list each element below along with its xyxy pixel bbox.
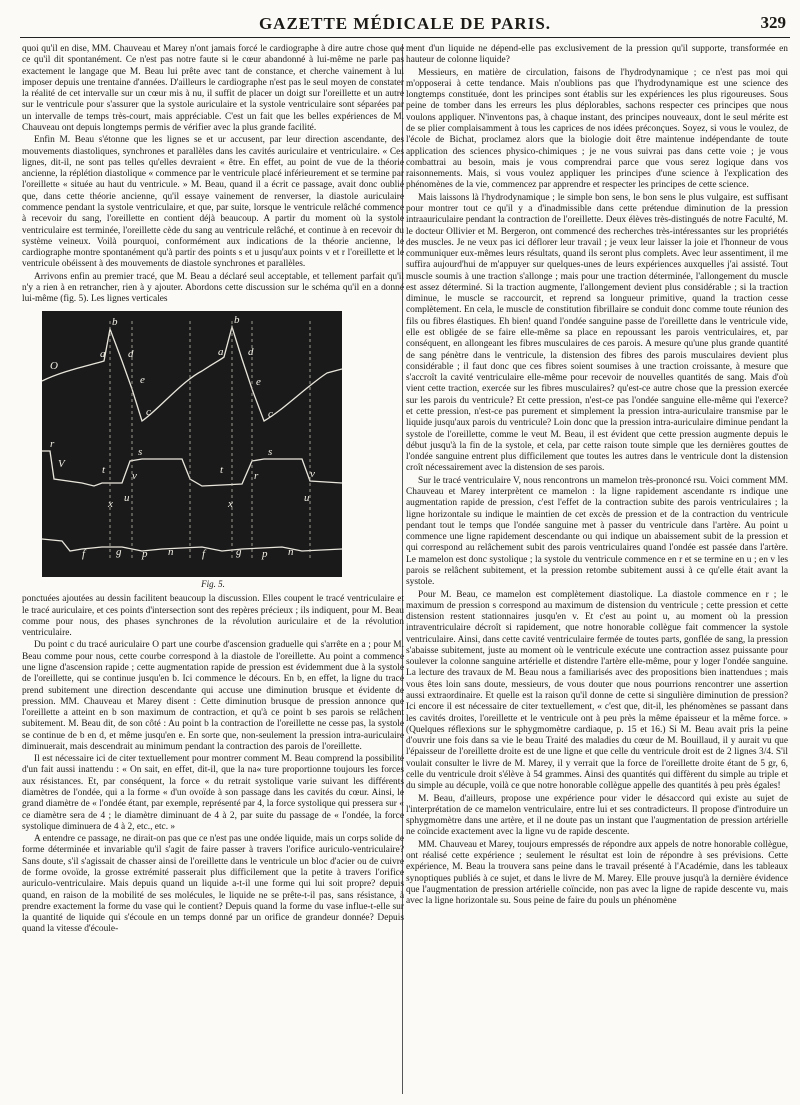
bottom-trace	[42, 539, 342, 551]
figure-point-label: g	[116, 546, 122, 559]
figure-point-label: x	[108, 498, 113, 511]
paragraph: Sur le tracé ventriculaire V, nous rencontrons un mamelon très-prononcé rsu. Voici comment MM. Chauveau et Marey interprètent ce mamelon : la ligne rapidement ascendante rs indique une augmentation rapide de pression, c'est l'effet de la contraction subite des parois ventriculaires ; la ligne horizontale su indique le maintien de cet excès de pression et de la contraction du ventricule pendant tout le temps que l'ondée sanguine met à passer du ventricule dans l'artère. Au point u commence une ligne rapidement descendante ou qui indique un abaissement subit de la pression et qui correspond au relâchement subit des parois ventriculaires quand l'ondée est passée dans l'artère. Le mamelon est donc systolique ; la systole du ventricule commence en r et se termine en u ; en v les parois se relâchent subitement, et la pression retombe subitement aussi à ce qu'elle était avant la systole.	[406, 475, 788, 588]
journal-title: GAZETTE MÉDICALE DE PARIS.	[258, 14, 552, 33]
figure-point-label: t	[220, 464, 224, 477]
page-number: 329	[760, 13, 786, 32]
figure-point-label: a	[100, 348, 106, 361]
auricular-trace	[42, 327, 342, 421]
figure-point-label: f	[82, 548, 86, 561]
figure-point-label: d	[128, 348, 134, 361]
figure-point-label: e	[256, 376, 261, 389]
paragraph: Pour M. Beau, ce mamelon est complètement diastolique. La diastole commence en r ; le maximum de pression s correspond au maximum de distension du ventricule ; cette pression et cette distension restent stationnaires jusqu'en v. Et c'est au point u, au moment où la pression intraventriculaire décroît si rapidement, que notre honorable collègue fait commencer la systole ventriculaire. Ainsi, dans cette cavité ventriculaire fermée de toutes parts, gonflée de sang, la pression s'abaisse subitement, juste au moment où le ventricule exécute une contraction assez puissante pour soulever la colonne sanguine artérielle et distendre l'artère elle-même, pour y loger l'ondée sanguine. La lecture des travaux de M. Beau nous a familiarisés avec des propositions bien inattendues ; mais vous êtes loin sans doute, messieurs, de vous douter que nous pourrions rencontrer une assertion aussi extraordinaire. Et quelle est la raison qu'il donne de cette si singulière diminution de pression? Ici encore il est nécessaire de citer textuellement, « c'est que, dit-il, les phénomènes se passant dans les cavités droites, l'oreillette et le ventricule ont à peu près la même épaisseur et la même force. » (Quelques réflexions sur le sphygmomètre cardiaque, p. 15 et 16.) Si M. Beau avait pris la peine d'ouvrir une fois dans sa vie le beau Traité des maladies du cœur de M. Bouillaud, il y aurait vu que l'épaisseur de l'oreillette droite est de une ligne et que celle du ventricule droit est de 2 lignes 3/4. S'il voulait consulter le livre de M. Marey, il y verrait que la force de l'oreillette droite étant de 5 gr, 6, celle du ventricule droit s'élève à 54 grammes. Ainsi des quantités qui diffèrent du simple au triple et du simple au décuple, voilà ce que notre honorable collègue appelle des quantités à peu près égales!	[406, 589, 788, 792]
paragraph: MM. Chauveau et Marey, toujours empressés de répondre aux appels de notre honorable collègue, ont réalisé cette expérience ; seulement le résultat est loin de répondre à ses prévisions. Cette expérience, M. Beau la trouvera sans peine dans le travail présenté à l'Académie, dans les tableaux synoptiques publiés à ce sujet, et dans le livre de M. Marey. Elle prouve jusqu'à la dernière évidence que l'augmentation de pression artérielle coïncide, non pas avec la ligne de rapide descente vu, mais avec la ligne horizontale su. Sous peine de faire du pouls un phénomène	[406, 839, 788, 907]
cardiograph-figure	[42, 311, 342, 577]
paragraph: Arrivons enfin au premier tracé, que M. Beau a déclaré seul acceptable, et tellement parfait qu'il n'y a rien à en retrancher, rien à y ajouter. Abordons cette discussion sur le schéma qu'il en a donné lui-même (fig. 5). Les lignes verticales	[22, 271, 404, 305]
paragraph: quoi qu'il en dise, MM. Chauveau et Marey n'ont jamais forcé le cardiographe à dire autre chose que ce qu'il dit spontanément. Ce n'est pas notre faute si le cœur abandonné à lui-même ne parle pas exactement le langage que M. Beau lui prête avec tant de constance, et cherche vainement à lui imposer depuis une trentaine d'années. D'ailleurs le cardiographe n'est pas le seul moyen de constater la réalité de cet intervalle sur un cœur mis à nu, il suffit de placer un doigt sur l'oreillette et un autre sur le ventricule pour s'assurer que la systole auriculaire et la systole ventriculaire sont séparées par un intervalle de temps très-court, mais appréciable. C'est un fait que les belles expériences de M. Chauveau ont depuis longtemps permis de vérifier avec la plus grande facilité.	[22, 44, 404, 133]
paragraph: Messieurs, en matière de circulation, faisons de l'hydrodynamique ; ce n'est pas moi qui m'opposerai à cette tendance. Mais n'oublions pas que l'hydrodynamique est une science des longtemps constituée, dont les principes sont établis sur les expériences les plus rigoureuses. Sous peine de tomber dans les erreurs les plus déplorables, sachons respecter ces principes que nous voulons appliquer. N'inventons pas, à chaque instant, des principes nouveaux, dont le seul mérite est de se plier complaisamment à tous les caprices de nos idées préconçues. Soyez, si vous le voulez, de l'école de Bichat, proclamez alors que la biologie doit être maintenue indépendante de toute application des sciences physico-chimiques ; je ne vous suivrai pas dans cette voie ; je vous combattrai au besoin, mais je vous comprendrai parce que vous serez logique dans vos raisonnements. Mais, si vous voulez appliquer les principes d'une science à l'explication des phénomènes de la vie, commencez par apprendre et respecter les principes de cette science.	[406, 67, 788, 191]
figure-point-label: b	[234, 314, 240, 327]
figure-point-label: c	[268, 408, 273, 421]
paragraph: Enfin M. Beau s'étonne que les lignes se et ur accusent, par leur direction ascendante, des mouvements diastoliques, synchrones et parallèles dans les cavités auriculaire et ventriculaire. « Ces lignes, dit-il, ne sont pas telles qu'elles devraient « être. En effet, au point de vue de la théorie ancienne, la réplétion diastolique « commence par le ventricule placé inférieurement et se termine par l'oreillette « située au haut du ventricule. » M. Beau, quand il a écrit ce passage, avait donc oublié que, dans cette théorie ancienne, qu'il essaye vainement de renverser, la diastole auriculaire commence pendant la systole ventriculaire, et que, par suite, lorsque le ventricule relâché commence à recevoir du sang, l'oreillette en contient déjà beaucoup. A partir du moment où la systole ventriculaire est terminée, l'oreillette cède du sang au ventricule relâché, et continue à en recevoir du système veineux. Voilà pourquoi, conformément aux indications de la théorie ancienne, le cardiographe montre spontanément qu'à partir des points s et u jusqu'aux points v et r l'oreillette et le ventricule obéissent à des mouvements de diastole synchrones et parallèles.	[22, 135, 404, 270]
figure-point-label: v	[310, 468, 315, 481]
figure-point-label: p	[262, 548, 268, 561]
paragraph: Il est nécessaire ici de citer textuellement pour montrer comment M. Beau comprend la possibilité d'un fait aussi inattendu : « On sait, en effet, dit-il, que la na« ture proportionne toujours les forces aux résistances. Et, par conséquent, la force « du retrait systolique varie suivant les différents diamètres de l'ondée, qui a la forme « d'un ovoïde à son passage dans les cavités du cœur. Ainsi, le grand diamètre de « l'ondée étant, par exemple, représenté par 4, la force systolique qui pressera sur « ce diamètre sera de 4 ; le diamètre diminuant de 4 à 2, par suite du passage de « l'ondée, la force systolique diminuera de 4 à 2, etc., etc. »	[22, 754, 404, 832]
left-column	[22, 44, 404, 1094]
paragraph: M. Beau, d'ailleurs, propose une expérience pour vider le désaccord qui existe au sujet de l'interprétation de ce mamelon ventriculaire, entre lui et ses contradicteurs. Il propose d'introduire un sphygmomètre dans une artère, et il ne doute pas un instant que l'augmentation de pression artérielle ne coïncide exactement avec la ligne vu de rapide descente.	[406, 793, 788, 838]
figure-point-label: x	[228, 498, 233, 511]
figure-point-label: f	[202, 548, 206, 561]
figure-point-label: s	[138, 446, 143, 459]
figure-point-label: n	[168, 546, 174, 559]
paragraph: A entendre ce passage, ne dirait-on pas que ce n'est pas une ondée liquide, mais un corps solide de forme déterminée et invariable qu'il s'agit de faire passer à travers l'orifice auriculo-ventriculaire? Sans doute, s'il s'agissait de chasser ainsi de l'oreillette dans le ventricule un bloc d'acier ou de cuivre de forme ovoïde, la grosse extrémité passerait plus difficilement que la petite à travers l'orifice auriculo-ventriculaire. Mais depuis quand un liquide a-t-il une forme qui lui soit propre? depuis quand, en raison de la mobilité de ses molécules, le liquide ne se prête-t-il pas, sans résistance, à prendre exactement la forme du vase qui le contient? Depuis quand la forme du vase influe-t-elle sur la quantité de liquide qui s'écoule en un temps donné par un orifice de grandeur donnée? Depuis quand la vitesse d'écoule-	[22, 834, 404, 935]
figure-point-label: p	[142, 548, 148, 561]
figure-point-label: a	[218, 346, 224, 359]
figure-point-label: g	[236, 546, 242, 559]
paragraph: ment d'un liquide ne dépend-elle pas exclusivement de la pression qu'il supporte, transformée en hauteur de colonne liquide?	[406, 44, 788, 66]
paragraph: Du point c du tracé auriculaire O part une courbe d'ascension graduelle qui s'arrête en a ; pour M. Beau comme pour nous, cette courbe correspond à la diastole de l'oreillette. Au point a commence une ligne d'ascension rapide ; cette augmentation rapide de pression est évidemment due à la systole de l'oreillette, qui se continue jusqu'en b. Ici commence le décours. En b, en effet, la ligne du tracé prend subitement une direction descendante qui accuse une diminution brusque et évidente de pression. MM. Chauveau et Marey disent : Cette diminution brusque de pression annonce que l'oreillette a atteint en b son maximum de contraction, et qu'à ce point b ses parois se relâchent subitement. M. Beau dit, de son côté : Au point b la contraction de l'oreillette ne cesse pas, la systole se continue de b en d, et même jusqu'en e. En sorte que, non-seulement la pression intra-auriculaire diminuerait, mais descendrait au minimum pendant la contraction des parois de l'oreillette.	[22, 640, 404, 752]
figure-point-label: t	[102, 464, 106, 477]
figure-caption: Fig. 5.	[201, 579, 225, 590]
figure-point-label: d	[248, 346, 254, 359]
figure-point-label: O	[50, 360, 58, 373]
paragraph: Mais laissons là l'hydrodynamique ; le simple bon sens, le bon sens le plus vulgaire, est suffisant pour montrer tout ce qu'il y a d'inadmissible dans cette prétendue diminution de la pression intraauriculaire pendant la contraction de l'oreillette. Deux élèves très-distingués de notre Faculté, M. le docteur Ollivier et M. Bergeron, ont commencé des recherches très-intéressantes sur les propriétés des muscles. Je ne veux pas ici déflorer leur travail ; je veux leur laisser la joie et l'honneur de vous communiquer eux-mêmes leurs résultats, quand ils seront plus complets. Avec leur assentiment, il me suffira aujourd'hui de m'appuyer sur quelques-unes de leurs expériences auxquelles j'ai assisté. Tout muscle soumis à une traction s'allonge ; mais pour une traction déterminée, l'allongement du muscle est assez déterminé. Si la traction augmente, l'allongement devient plus considérable ; si la traction diminue, le muscle se raccourcit, et reprend sa longueur primitive, quand la traction cesse complètement. En cela, le muscle de constitution fibrillaire se conduit donc comme toute réunion des fils ou fibres élastiques. Eh bien! quand l'ondée sanguine passe de l'oreillette dans le ventricule vide, elle est obligée de se faire elle-même sa place en repoussant les parois ventriculaires, et, par conséquent, en allongeant les fibres musculaires de ces parois. A mesure qu'une plus grande quantité de sang pénètre dans le ventricule, la distension des fibres des parois musculaires devient plus considérable ; il faut donc que ces fibres soient soumises à une traction croissante, à mesure que s'accroît la cavité ventriculaire elle-même pour recevoir de nouvelles quantités de sang. Mais d'où vient cette traction, exercée sur les fibres musculaires? qu'est-ce autre chose que la pression exercée sur les parois du ventricule? Et cette pression, n'est-ce pas l'ondée sanguine elle-même qui l'exerce? et cette pression, n'est-ce pas purement et simplement la pression intra-auriculaire transmise par le liquide jusqu'aux parois du ventricule? Loin donc que la pression intra-auriculaire diminue pendant la systole de l'oreillette, comme le veut M. Beau, il est évident que cette pression augmente depuis le début jusqu'à la fin de la systole, et cela, par cette raison toute simple que les dernières gouttes de l'ondée sanguine entrent plus difficilement que toutes les autres dans le ventricule dont la distension croît nécessairement avec la distension de ses parois.	[406, 192, 788, 474]
figure-point-label: s	[268, 446, 273, 459]
figure-point-label: V	[58, 458, 65, 471]
figure-point-label: r	[50, 438, 55, 451]
paragraph: ponctuées ajoutées au dessin facilitent beaucoup la discussion. Elles coupent le tracé ventriculaire et le tracé auriculaire, et ces points d'intersection sont des repères précieux ; ils indiquent, pour M. Beau comme pour nous, des phases synchrones de la révolution auriculaire et de la révolution ventriculaire.	[22, 594, 404, 639]
figure-point-label: n	[288, 546, 294, 559]
figure-point-label: c	[146, 406, 151, 419]
figure-point-label: u	[304, 492, 310, 505]
cardiograph-tracing	[42, 311, 342, 577]
ventricular-trace	[42, 451, 342, 486]
figure-point-label: b	[112, 316, 118, 329]
right-column	[406, 44, 788, 1094]
figure-point-label: v	[132, 470, 137, 483]
page-header	[20, 12, 790, 38]
figure-point-label: u	[124, 492, 130, 505]
figure-point-label: r	[254, 470, 259, 483]
figure-point-label: e	[140, 374, 145, 387]
